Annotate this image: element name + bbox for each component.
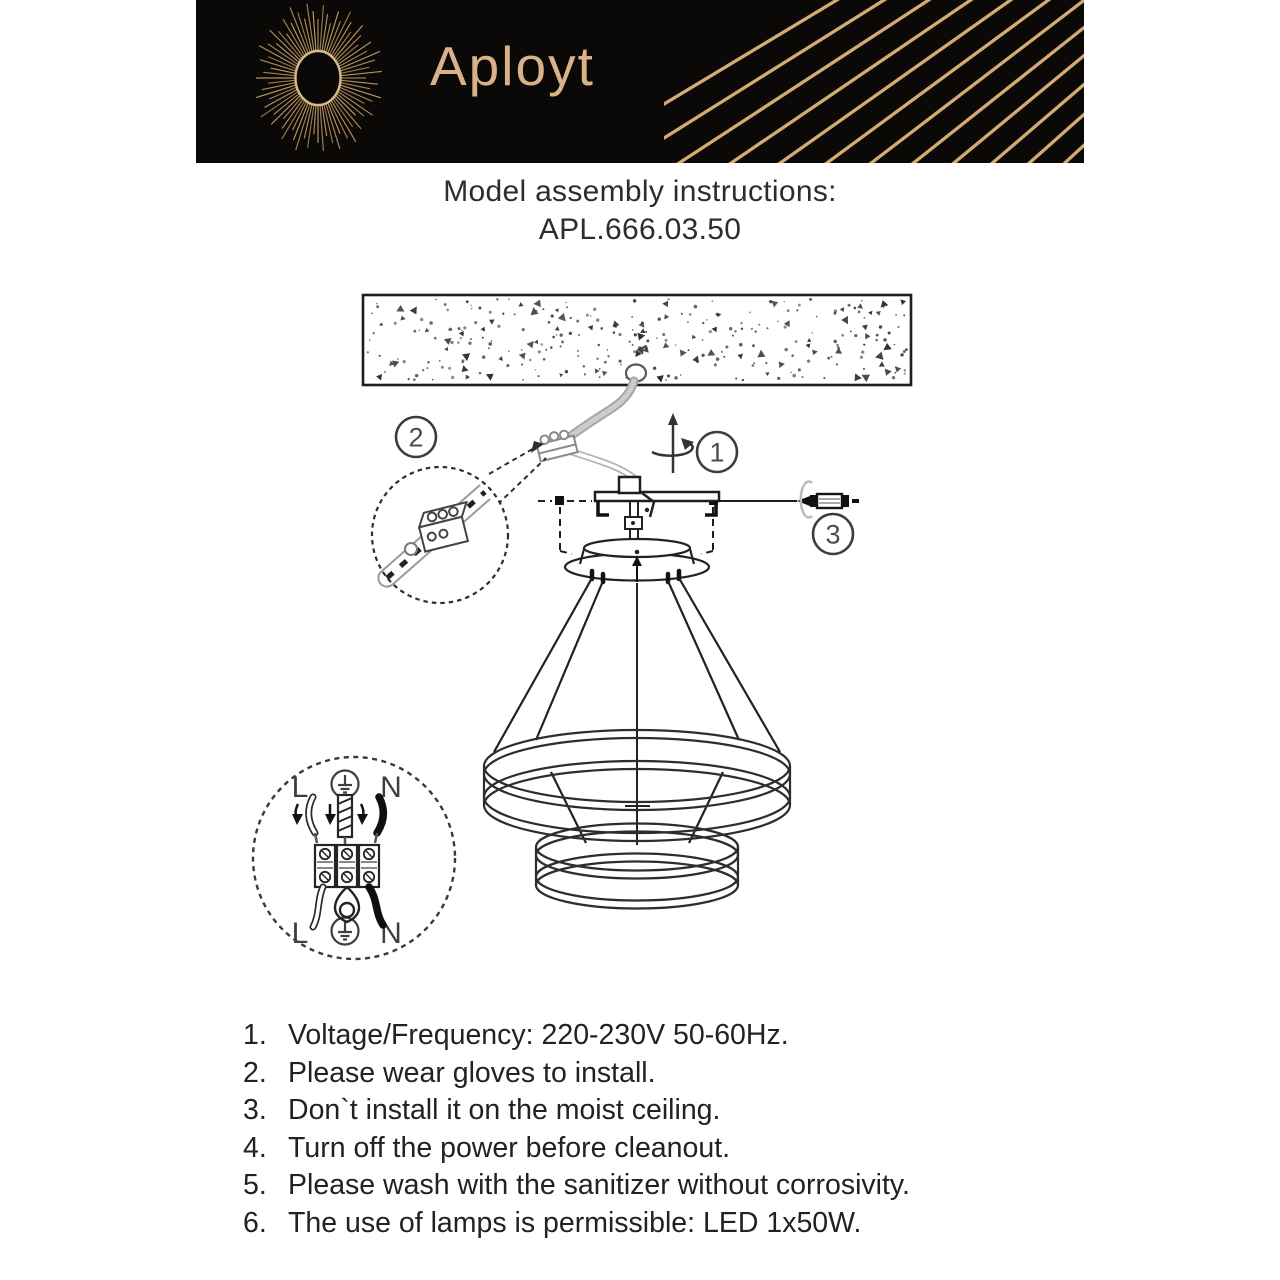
wiring-label-top-n: N xyxy=(380,771,402,804)
terminal-strip xyxy=(315,845,379,887)
instruction-item xyxy=(243,1096,1103,1125)
instruction-text: Don`t install it on the moist ceiling. xyxy=(288,1094,721,1126)
instruction-number: 6. xyxy=(243,1206,267,1239)
step-3-number: 3 xyxy=(825,519,841,550)
bracket-screw-left xyxy=(555,496,564,505)
step-1-number: 1 xyxy=(709,437,725,468)
ceiling-slab xyxy=(363,295,911,385)
title-line-1: Model assembly instructions: xyxy=(443,175,837,208)
instruction-item xyxy=(243,1206,1103,1239)
wiring-label-bottom-l: L xyxy=(291,917,309,950)
wiring-label-bottom-n: N xyxy=(380,917,402,950)
instruction-number: 5. xyxy=(243,1169,267,1201)
rotate-direction-icon xyxy=(652,413,694,473)
instruction-item xyxy=(243,1056,1103,1089)
canopy xyxy=(565,539,709,582)
step-1-badge xyxy=(697,432,737,472)
step-2-number: 2 xyxy=(408,422,424,453)
suspension-wires xyxy=(494,578,780,845)
instruction-text: Please wear gloves to install. xyxy=(288,1056,656,1089)
side-screw xyxy=(720,482,859,518)
power-cord xyxy=(564,381,636,480)
instruction-text: Please wash with the sanitizer without corrosivity. xyxy=(288,1169,910,1201)
callout-roller xyxy=(405,543,417,555)
instruction-item xyxy=(243,1021,1103,1050)
instruction-number: 1. xyxy=(243,1019,267,1051)
instruction-text: The use of lamps is permissible: LED 1x50W. xyxy=(288,1206,862,1239)
instruction-text: Turn off the power before cleanout. xyxy=(288,1131,731,1164)
instruction-number: 3. xyxy=(243,1094,267,1126)
instruction-item xyxy=(243,1171,1103,1200)
step-2-badge xyxy=(396,417,436,457)
title-line-2: APL.666.03.50 xyxy=(538,213,742,246)
wiring-diagram-circle xyxy=(253,757,455,959)
instruction-item xyxy=(243,1131,1103,1164)
brand-logo-text: Aployt xyxy=(430,35,595,97)
instructions-list xyxy=(243,1021,1103,1246)
wiring-label-top-l: L xyxy=(291,771,309,804)
instruction-number: 2. xyxy=(243,1056,267,1089)
instruction-number: 4. xyxy=(243,1131,267,1164)
wiring-callout-circle xyxy=(372,441,546,603)
step-3-badge xyxy=(813,514,853,554)
instruction-text: Voltage/Frequency: 220-230V 50-60Hz. xyxy=(288,1019,789,1051)
